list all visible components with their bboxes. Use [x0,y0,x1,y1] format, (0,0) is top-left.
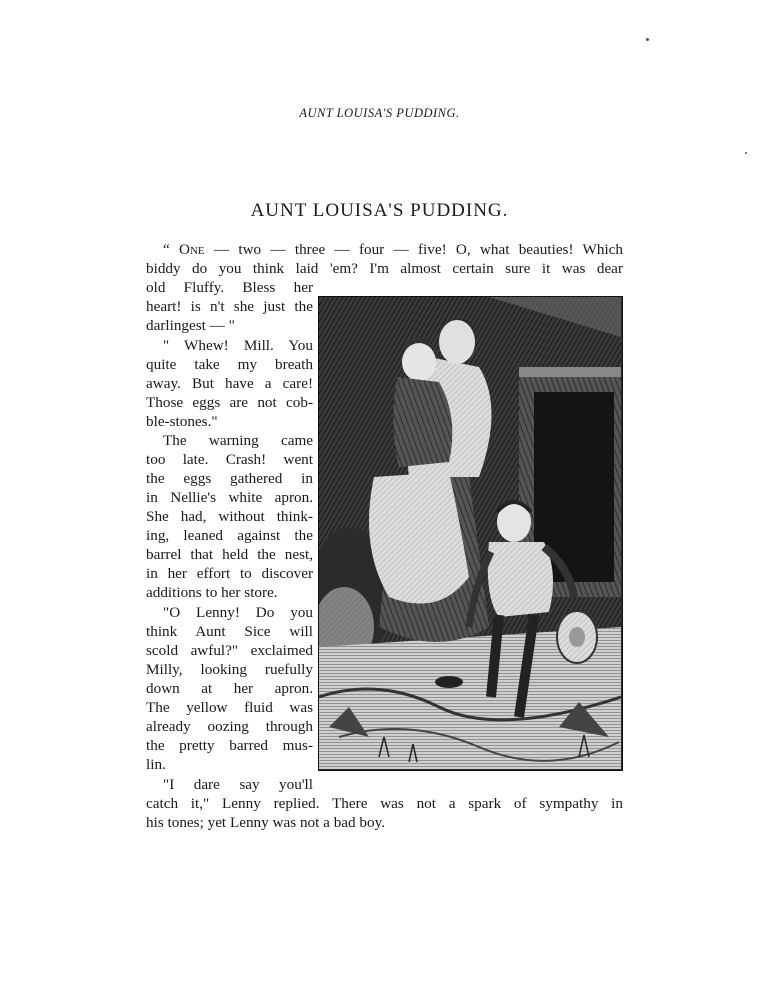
chapter-title: AUNT LOUISA'S PUDDING. [250,200,509,221]
text-span: — two — three — four — five! O, what beauties! Which [204,241,623,258]
text-line: down at her apron. [146,680,313,697]
scan-speck [646,38,649,41]
small-caps-word: One [179,241,205,258]
text-line: too late. Crash! went [146,451,313,468]
text-line: the pretty barred mus- [146,737,313,754]
text-line: She had, without think- [146,508,313,525]
text-line: The yellow fluid was [146,699,313,716]
text-line: Milly, looking ruefully [146,661,313,678]
text-line: “ One — two — three — four — five! O, what beauties! Which [163,241,623,258]
text-line: Those eggs are not cob- [146,394,313,411]
scan-speck [745,152,747,154]
text-line: " Whew! Mill. You [163,337,313,354]
running-head: AUNT LOUISA'S PUDDING. [299,106,460,120]
text-line: away. But have a care! [146,375,313,392]
text-line: already oozing through [146,718,313,735]
text-line: think Aunt Sice will [146,623,313,640]
text-line: his tones; yet Lenny was not a bad boy. [146,814,386,831]
text-line: catch it," Lenny replied. There was not a spark of sympathy in [146,795,623,812]
text-line: scold awful?" exclaimed [146,642,313,659]
text-line: in her effort to discover [146,565,313,582]
text-line: lin. [146,756,166,773]
engraving-illustration [318,296,623,771]
text-line: The warning came [163,432,313,449]
text-line: additions to her store. [146,584,278,601]
text-line: ble-stones." [146,413,218,430]
text-line: darlingest — " [146,317,235,334]
text-line: biddy do you think laid 'em? I'm almost certain sure it was dear [146,260,623,277]
text-line: quite take my breath [146,356,313,373]
text-line: old Fluffy. Bless her [146,279,313,296]
text-line: barrel that held the nest, [146,546,313,563]
text-line: the eggs gathered in [146,470,313,487]
text-line: "I dare say you'll [163,776,313,793]
text-line: "O Lenny! Do you [163,604,313,621]
text-line: ing, leaned against the [146,527,313,544]
text-line: heart! is n't she just the [146,298,313,315]
text-line: in Nellie's white apron. [146,489,313,506]
